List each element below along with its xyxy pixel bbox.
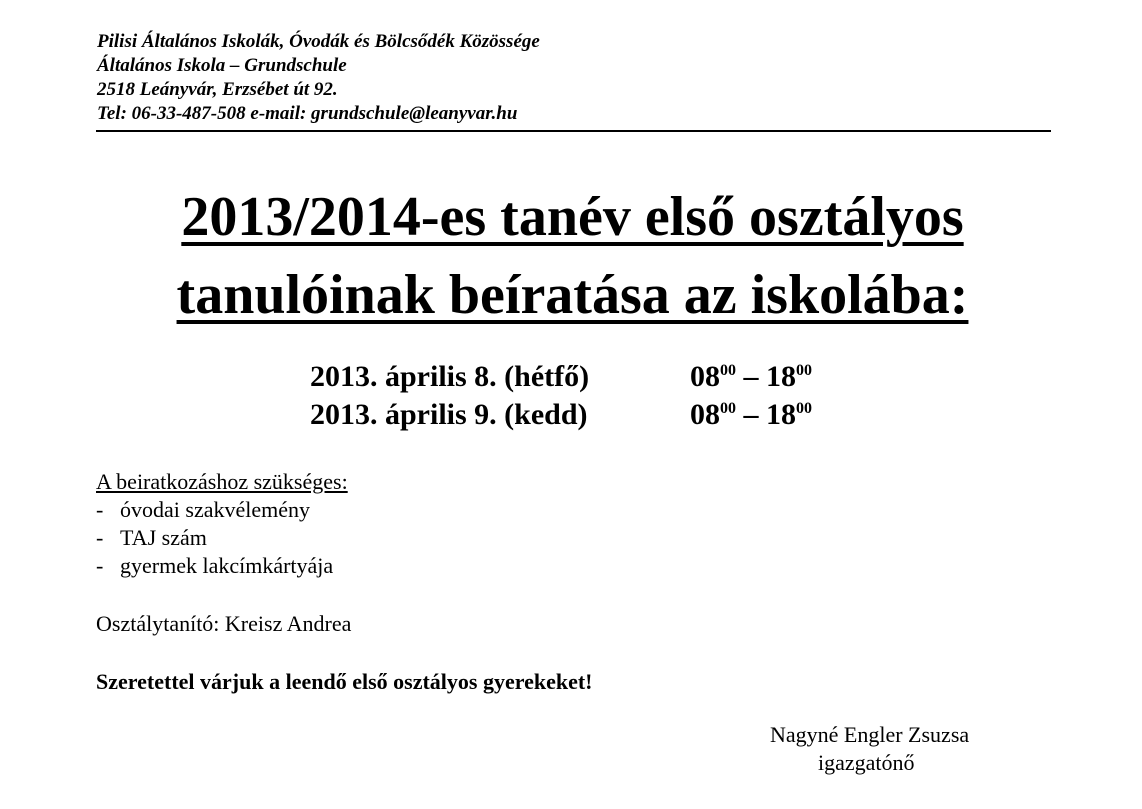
time-dash: – [743, 360, 759, 393]
signature-block [770, 721, 969, 777]
list-item-text: óvodai szakvélemény [120, 497, 310, 522]
end-hour: 18 [766, 398, 796, 431]
schedule-day: 2013. április 9. (kedd) [310, 398, 588, 431]
start-hour: 08 [690, 360, 720, 393]
letterhead [97, 30, 1057, 126]
letterhead-contact: Tel: 06-33-487-508 e-mail: grundschule@leanyvar.hu [97, 103, 518, 124]
schedule-time [690, 358, 812, 396]
schedule-time [690, 396, 812, 434]
page-title [60, 178, 1085, 334]
title-line-2: tanulóinak beíratása az iskolába: [176, 264, 969, 326]
list-item [96, 524, 348, 552]
closing-message: Szeretettel várjuk a leendő első osztályos gyerekeket! [96, 669, 593, 694]
end-hour: 18 [766, 360, 796, 393]
end-minute: 00 [796, 400, 812, 417]
list-item-text: TAJ szám [120, 525, 207, 550]
start-minute: 00 [720, 362, 736, 379]
list-bullet: - [96, 553, 104, 578]
signatory-role: igazgatónő [818, 750, 915, 775]
time-dash: – [743, 398, 759, 431]
requirements-title: A beiratkozáshoz szükséges: [96, 469, 348, 494]
list-bullet: - [96, 497, 104, 522]
letterhead-organization: Pilisi Általános Iskolák, Óvodák és Bölcsődék Közössége [97, 31, 540, 52]
letterhead-address: 2518 Leányvár, Erzsébet út 92. [97, 79, 338, 100]
end-minute: 00 [796, 362, 812, 379]
header-divider [96, 130, 1051, 132]
start-minute: 00 [720, 400, 736, 417]
class-teacher: Osztálytanító: Kreisz Andrea [96, 611, 352, 636]
list-bullet: - [96, 525, 104, 550]
list-item-text: gyermek lakcímkártyája [120, 553, 334, 578]
letterhead-school: Általános Iskola – Grundschule [97, 55, 347, 76]
schedule-day: 2013. április 8. (hétfő) [310, 360, 590, 393]
start-hour: 08 [690, 398, 720, 431]
signatory-name: Nagyné Engler Zsuzsa [770, 722, 970, 747]
title-line-1: 2013/2014-es tanév első osztályos [181, 186, 964, 248]
list-item [96, 496, 348, 524]
list-item [96, 552, 348, 580]
requirements-section [96, 468, 348, 580]
